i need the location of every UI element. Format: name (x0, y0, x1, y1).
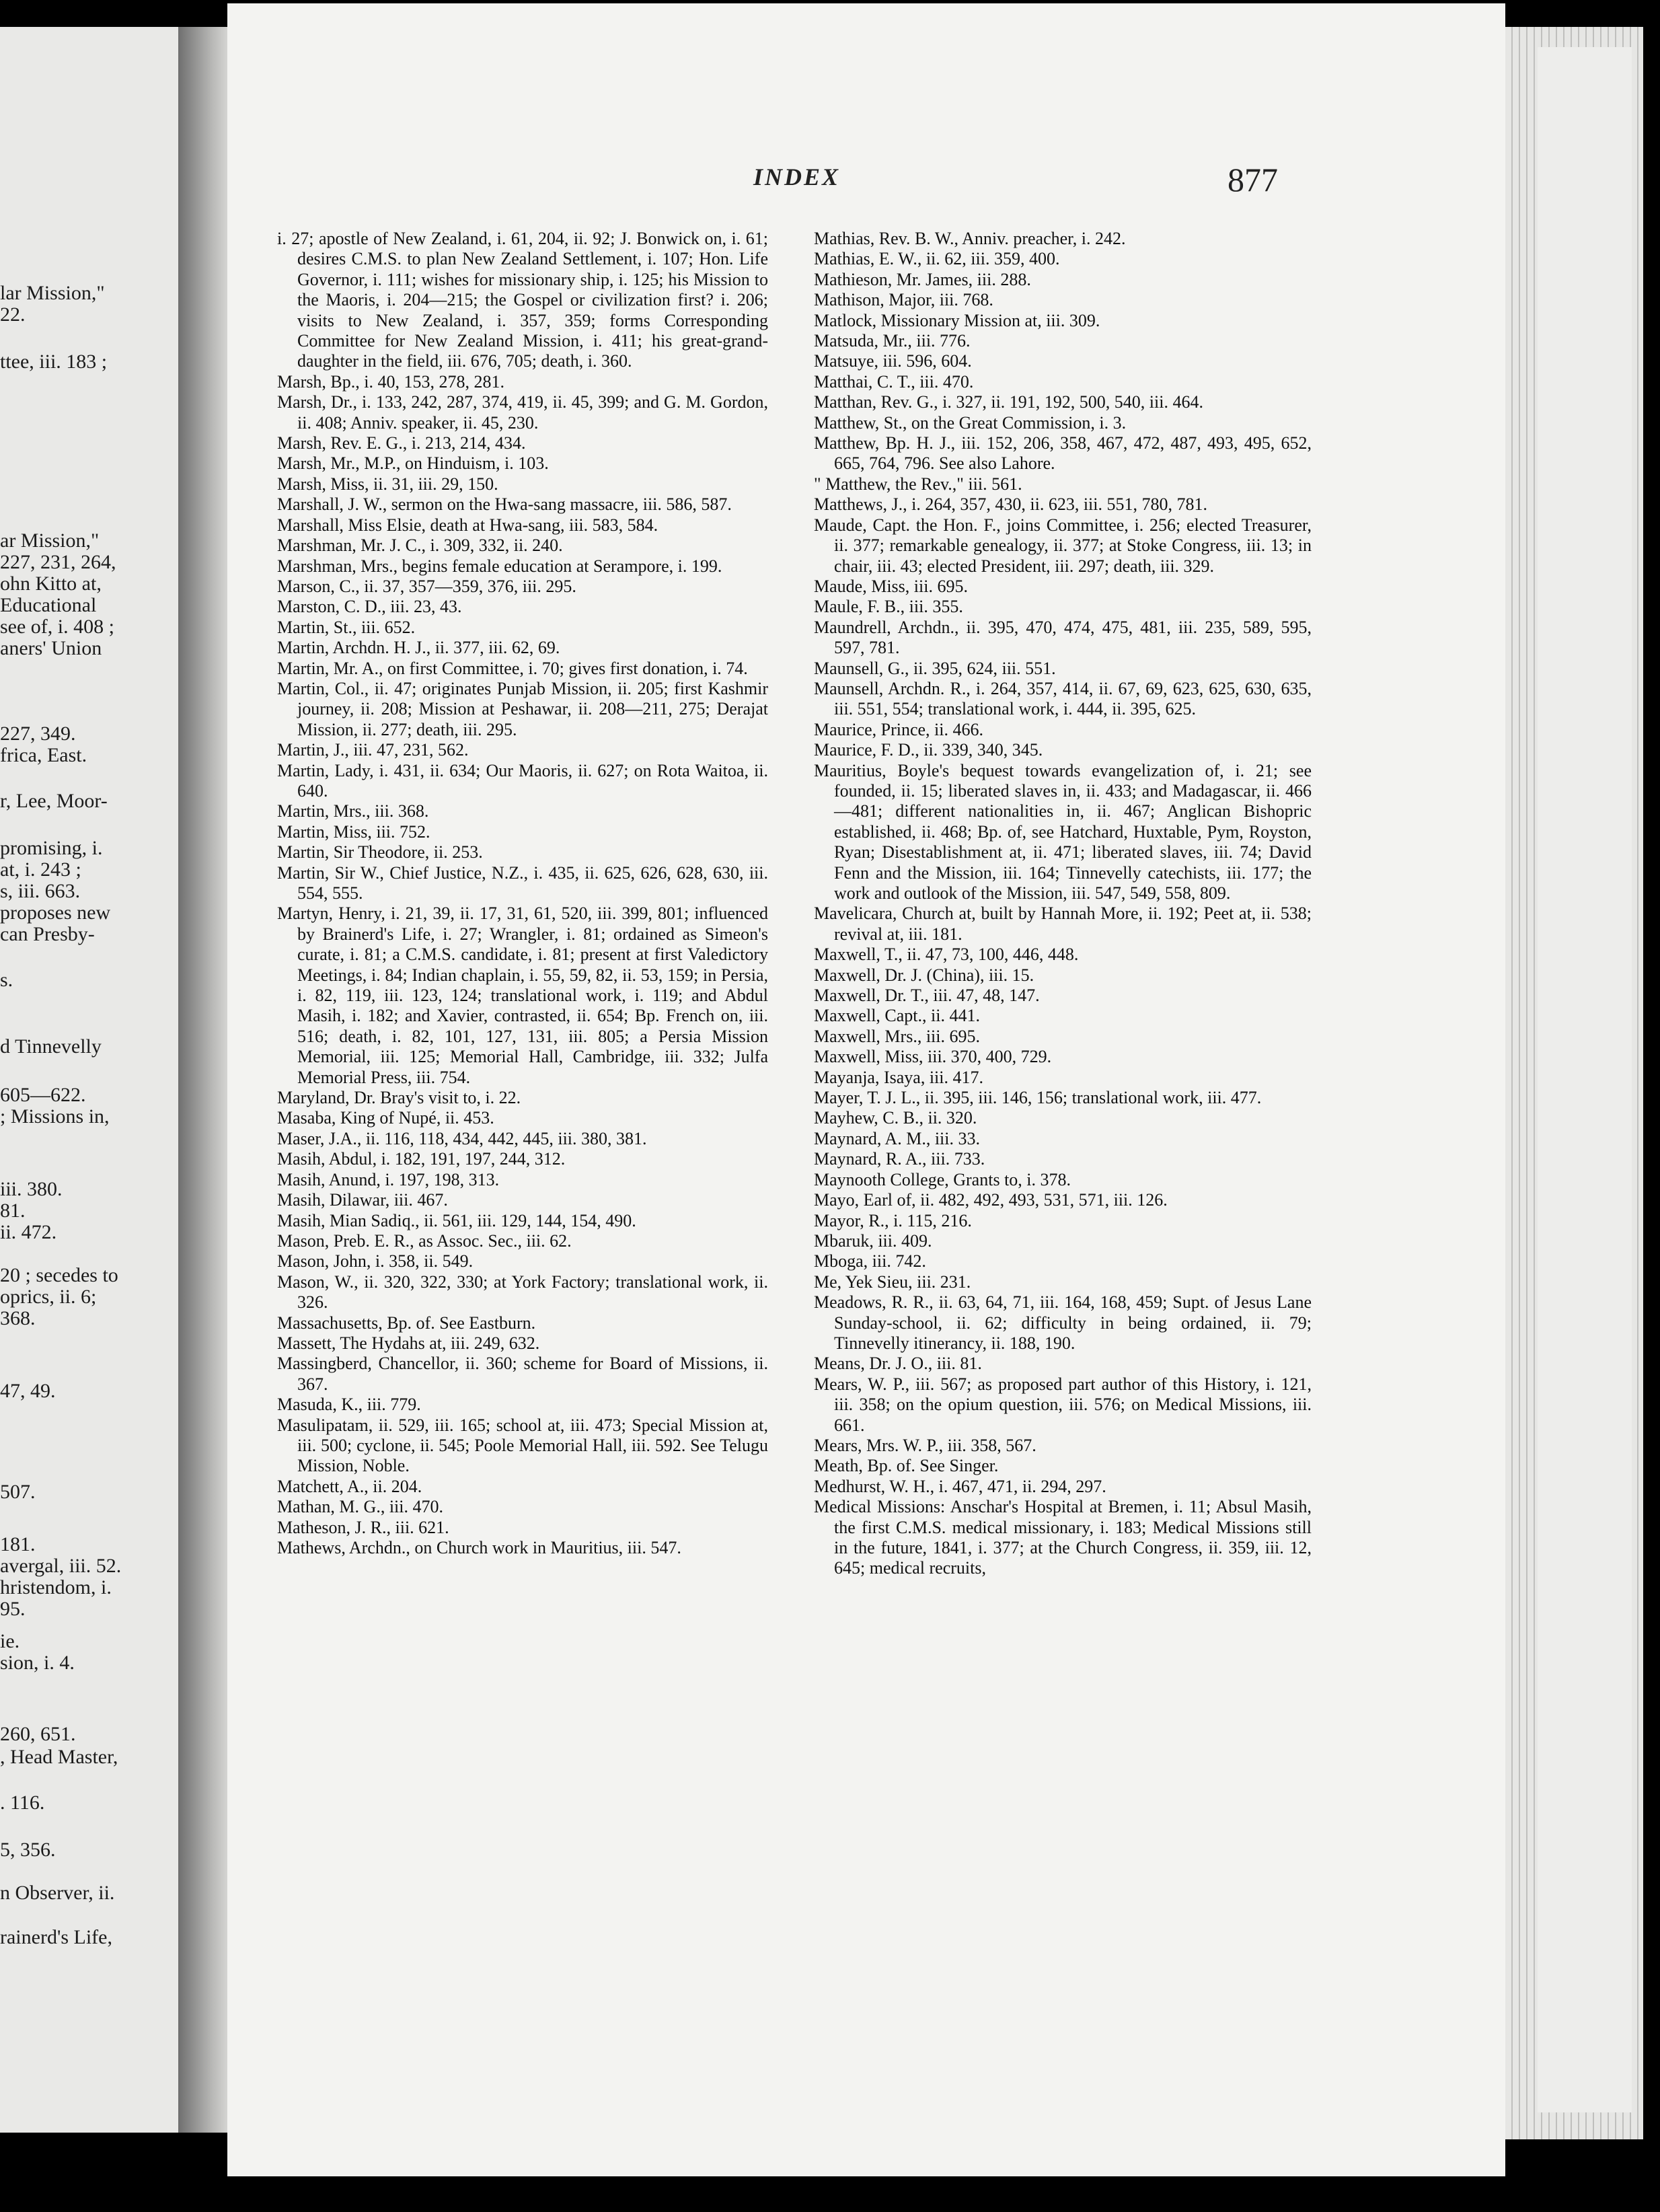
facing-page-fragment: ar Mission," (0, 529, 100, 552)
index-entry: Marsh, Rev. E. G., i. 213, 214, 434. (277, 433, 526, 453)
index-entry: Marshman, Mrs., begins female education at Serampore, i. 199. (277, 556, 722, 576)
index-entry: Mathias, Rev. B. W., Anniv. preacher, i. 242. (814, 229, 1126, 248)
index-entry: Medhurst, W. H., i. 467, 471, ii. 294, 297. (814, 1476, 1106, 1496)
index-entry: Martin, Mr. A., on first Committee, i. 70; gives first donation, i. 74. (277, 658, 748, 678)
facing-page-fragment: hristendom, i. (0, 1576, 112, 1598)
index-entry: Maxwell, Dr. J. (China), iii. 15. (814, 965, 1034, 985)
index-entry: Martin, Sir Theodore, ii. 253. (277, 842, 483, 862)
facing-page-fragment: ; Missions in, (0, 1105, 110, 1128)
index-entry: Mayhew, C. B., ii. 320. (814, 1108, 977, 1128)
index-entry: Martin, Lady, i. 431, ii. 634; Our Maoris, ii. 627; on Rota Waitoa, ii. 640. (277, 760, 768, 801)
index-entry: Marsh, Miss, ii. 31, iii. 29, 150. (277, 474, 498, 494)
index-entry: Maundrell, Archdn., ii. 395, 470, 474, 475, 481, iii. 235, 589, 595, 597, 781. (814, 617, 1312, 658)
facing-page-fragment: see of, i. 408 ; (0, 616, 114, 638)
index-entry: Me, Yek Sieu, iii. 231. (814, 1271, 971, 1292)
index-entry: Maynooth College, Grants to, i. 378. (814, 1169, 1071, 1189)
index-entry: Marsh, Bp., i. 40, 153, 278, 281. (277, 371, 504, 392)
facing-page-fragment: 507. (0, 1481, 36, 1503)
facing-page-fragment: sion, i. 4. (0, 1652, 75, 1674)
facing-page-fragment: 227, 349. (0, 723, 76, 745)
index-entry: Mason, W., ii. 320, 322, 330; at York Factory; translational work, ii. 326. (277, 1271, 768, 1313)
index-entry: Matthan, Rev. G., i. 327, ii. 191, 192, 500, 540, iii. 464. (814, 392, 1203, 412)
facing-page-fragment: ie. (0, 1630, 20, 1652)
index-entry: Mayer, T. J. L., ii. 395, iii. 146, 156; translational work, iii. 477. (814, 1088, 1262, 1108)
facing-page-fragment: s. (0, 969, 13, 991)
facing-page-fragment: promising, i. (0, 837, 103, 859)
index-entry: Meath, Bp. of. See Singer. (814, 1456, 999, 1476)
facing-page-fragment: r, Lee, Moor- (0, 790, 108, 812)
facing-page-fragment: n Observer, ii. (0, 1882, 115, 1904)
index-entry: Martin, Mrs., iii. 368. (277, 801, 429, 821)
index-entry: Mbaruk, iii. 409. (814, 1230, 932, 1251)
index-entry: i. 27; apostle of New Zealand, i. 61, 204, ii. 92; J. Bonwick on, i. 61; desires C.M.S. to plan New Zealand Settlement, i. 107; Hon. Life Governor, i. 111; wishes for missionary ship, i. 125; his Mission to the Maoris, i. 204—215; the Gospel or civilization first? i. 206; visits to New Zealand, i. 357, 359; forms Corresponding Committee for New Zealand Mission, i. 411; his great-grand-daughter in the field, iii. 676, 705; death, i. 360. (277, 229, 768, 371)
index-entry: Mayanja, Isaya, iii. 417. (814, 1067, 983, 1087)
index-entry: Maurice, Prince, ii. 466. (814, 719, 983, 739)
index-entry: Matthews, J., i. 264, 357, 430, ii. 623, iii. 551, 780, 781. (814, 494, 1207, 515)
index-entry: Masih, Dilawar, iii. 467. (277, 1190, 448, 1210)
page-edge-inner (1538, 47, 1632, 2112)
facing-page-fragment: 260, 651. (0, 1723, 76, 1745)
facing-page-fragment: ii. 472. (0, 1221, 57, 1243)
facing-page-fragment: 20 ; secedes to (0, 1264, 118, 1286)
index-entry: Mears, W. P., iii. 567; as proposed part author of this History, i. 121, iii. 358; on the opium question, iii. 576; on Medical Missions, iii. 661. (814, 1374, 1312, 1435)
index-entry: Maunsell, Archdn. R., i. 264, 357, 414, ii. 67, 69, 623, 625, 630, 635, iii. 551, 554; translational work, i. 444, ii. 395, 625. (814, 678, 1312, 719)
index-entry: Matlock, Missionary Mission at, iii. 309. (814, 310, 1100, 330)
facing-page-fragment: 81. (0, 1200, 26, 1222)
index-entry: Massingberd, Chancellor, ii. 360; scheme for Board of Missions, ii. 367. (277, 1354, 768, 1394)
facing-page-fragment: frica, East. (0, 744, 87, 766)
index-entry: Matthew, Bp. H. J., iii. 152, 206, 358, 467, 472, 487, 493, 495, 652, 665, 764, 796. See also Lahore. (814, 433, 1312, 474)
index-entry: Maxwell, Capt., ii. 441. (814, 1006, 980, 1026)
index-entry: Marsh, Dr., i. 133, 242, 287, 374, 419, ii. 45, 399; and G. M. Gordon, ii. 408; Anniv. speaker, ii. 45, 230. (277, 392, 768, 433)
index-entry: Mathan, M. G., iii. 470. (277, 1497, 443, 1517)
facing-page-fragment: lar Mission," (0, 282, 105, 304)
index-entry: Masih, Anund, i. 197, 198, 313. (277, 1169, 500, 1189)
index-entry: Medical Missions: Anschar's Hospital at Bremen, i. 11; Absul Masih, the first C.M.S. medical missionary, i. 183; Medical Missions still in the future, 1841, i. 377; at the Church Congress, ii. 359, iii. 12, 645; medical recruits, (814, 1497, 1312, 1578)
index-entry: Matheson, J. R., iii. 621. (277, 1517, 449, 1537)
index-entry: Mathias, E. W., ii. 62, iii. 359, 400. (814, 249, 1060, 269)
index-entry: Marsh, Mr., M.P., on Hinduism, i. 103. (277, 453, 549, 474)
facing-page-fragment: rainerd's Life, (0, 1926, 112, 1948)
index-entry: Maynard, R. A., iii. 733. (814, 1149, 985, 1169)
index-entry: Masaba, King of Nupé, ii. 453. (277, 1108, 494, 1128)
index-entry: Maude, Miss, iii. 695. (814, 576, 968, 596)
facing-page-fragment: 22. (0, 303, 26, 326)
page-number: 877 (1228, 161, 1278, 198)
facing-page-fragment: can Presby- (0, 923, 95, 945)
index-entry: Mathison, Major, iii. 768. (814, 290, 993, 310)
index-entry: Maser, J.A., ii. 116, 118, 434, 442, 445, iii. 380, 381. (277, 1128, 647, 1148)
index-entry: Mears, Mrs. W. P., iii. 358, 567. (814, 1435, 1036, 1455)
index-entry: Matthew, St., on the Great Commission, i. 3. (814, 412, 1127, 433)
index-entry: Mason, Preb. E. R., as Assoc. Sec., iii. 62. (277, 1230, 572, 1251)
index-entry: Marshman, Mr. J. C., i. 309, 332, ii. 240. (277, 536, 563, 556)
facing-page-fragment: 227, 231, 264, (0, 551, 116, 573)
index-column-one (277, 229, 768, 1558)
index-entry: Martin, J., iii. 47, 231, 562. (277, 740, 469, 760)
facing-page-fragment: avergal, iii. 52. (0, 1555, 122, 1577)
index-entry: Martin, Archdn. H. J., ii. 377, iii. 62, 69. (277, 638, 560, 658)
index-entry: Matsuda, Mr., iii. 776. (814, 331, 971, 351)
facing-page-fragment: aners' Union (0, 637, 102, 659)
index-entry: Maxwell, T., ii. 47, 73, 100, 446, 448. (814, 945, 1079, 965)
index-entry: Massett, The Hydahs at, iii. 249, 632. (277, 1333, 540, 1353)
facing-page-fragment: at, i. 243 ; (0, 858, 81, 881)
index-entry: Maule, F. B., iii. 355. (814, 597, 963, 617)
index-column-two (814, 229, 1312, 1579)
index-entry: Maunsell, G., ii. 395, 624, iii. 551. (814, 658, 1056, 678)
index-entry: Masih, Mian Sadiq., ii. 561, iii. 129, 144, 154, 490. (277, 1210, 636, 1230)
facing-page-fragment: Educational (0, 594, 97, 616)
index-entry: Matsuye, iii. 596, 604. (814, 351, 972, 371)
index-entry: Martin, St., iii. 652. (277, 617, 416, 637)
index-entry: Maxwell, Miss, iii. 370, 400, 729. (814, 1047, 1052, 1067)
facing-page-fragment: 181. (0, 1533, 36, 1555)
index-entry: Martin, Col., ii. 47; originates Punjab Mission, ii. 205; first Kashmir journey, ii. 208; Mission at Peshawar, ii. 208—211, 275; Derajat Mission, ii. 277; death, iii. 295. (277, 678, 768, 739)
index-entry: Martin, Sir W., Chief Justice, N.Z., i. 435, ii. 625, 626, 628, 630, iii. 554, 555. (277, 862, 768, 903)
index-entry: Mauritius, Boyle's bequest towards evangelization of, i. 21; see founded, ii. 15; liberated slaves in, ii. 433; and Madagascar, ii. 466—481; different nationalities in, ii. 467; Anglican Bishopric established, ii. 468; Bp. of, see Hatchard, Huxtable, Pym, Royston, Ryan; Disestablishment at, ii. 471; liberated slaves, iii. 74; David Fenn and the Mission, iii. 164; Tinnevelly catechists, iii. 177; the work and outlook of the Mission, iii. 547, 549, 558, 809. (814, 760, 1312, 903)
facing-page-fragment: 95. (0, 1598, 26, 1620)
index-entry: Marson, C., ii. 37, 357—359, 376, iii. 295. (277, 576, 576, 596)
index-entry: Maurice, F. D., ii. 339, 340, 345. (814, 740, 1043, 760)
index-entry: Marshall, Miss Elsie, death at Hwa-sang, iii. 583, 584. (277, 515, 658, 535)
facing-page-fragment: d Tinnevelly (0, 1035, 102, 1058)
index-entry: Mason, John, i. 358, ii. 549. (277, 1251, 474, 1271)
facing-page-fragment: 368. (0, 1307, 36, 1329)
facing-page-fragment: , Head Master, (0, 1746, 118, 1768)
facing-page-fragment: ttee, iii. 183 ; (0, 351, 108, 373)
index-entry: " Matthew, the Rev.," iii. 561. (814, 474, 1022, 494)
facing-page-fragment: proposes new (0, 901, 111, 924)
index-entry: Mathieson, Mr. James, iii. 288. (814, 269, 1031, 289)
facing-page-fragment: iii. 380. (0, 1178, 63, 1200)
facing-page-fragment: 5, 356. (0, 1839, 56, 1861)
index-entry: Masulipatam, ii. 529, iii. 165; school at, iii. 473; Special Mission at, iii. 500; cyclone, ii. 545; Poole Memorial Hall, iii. 592. See Telugu Mission, Noble. (277, 1415, 768, 1476)
facing-page-fragment: oprics, ii. 6; (0, 1286, 97, 1308)
index-entry: Martyn, Henry, i. 21, 39, ii. 17, 31, 61, 520, iii. 399, 801; influenced by Brainerd's Life, i. 27; Wrangler, i. 81; ordained as Simeon's curate, i. 81; a C.M.S. candidate, i. 81; present at first Valedictory Meetings, i. 84; Indian chaplain, i. 55, 59, 82, ii. 53, 159; in Persia, i. 82, 119, iii. 123, 124; translational work, i. 119; and Abdul Masih, i. 182; and Xavier, contrasted, ii. 654; Bp. French on, iii. 516; death, i. 82, 101, 127, 131, iii. 805; a Persia Mission Memorial, iii. 125; Memorial Hall, Cambridge, iii. 332; Julfa Memorial Press, iii. 754. (277, 904, 768, 1087)
index-entry: Massachusetts, Bp. of. See Eastburn. (277, 1313, 536, 1333)
index-entry: Maxwell, Mrs., iii. 695. (814, 1026, 980, 1046)
index-entry: Meadows, R. R., ii. 63, 64, 71, iii. 164, 168, 459; Supt. of Jesus Lane Sunday-school, ii. 62; difficulty in being ordained, ii. 79; Tinnevelly itinerancy, ii. 188, 190. (814, 1292, 1312, 1353)
index-entry: Mayo, Earl of, ii. 482, 492, 493, 531, 571, iii. 126. (814, 1190, 1168, 1210)
facing-page-fragment: . 116. (0, 1792, 45, 1814)
running-head-title: INDEX (753, 163, 841, 190)
index-entry: Maryland, Dr. Bray's visit to, i. 22. (277, 1088, 521, 1108)
index-entry: Maude, Capt. the Hon. F., joins Committee, i. 256; elected Treasurer, ii. 377; remarkable genealogy, ii. 377; at Stoke Congress, iii. 13; in chair, iii. 43; elected President, iii. 297; death, iii. 329. (814, 515, 1312, 576)
index-entry: Masuda, K., iii. 779. (277, 1395, 421, 1415)
facing-page-fragment: ohn Kitto at, (0, 573, 102, 595)
index-entry: Matthai, C. T., iii. 470. (814, 371, 974, 392)
index-entry: Mavelicara, Church at, built by Hannah More, ii. 192; Peet at, ii. 538; revival at, iii. 181. (814, 904, 1312, 944)
facing-page-fragment: 605—622. (0, 1084, 86, 1106)
index-entry: Maxwell, Dr. T., iii. 47, 48, 147. (814, 986, 1040, 1006)
facing-page-fragment: 47, 49. (0, 1380, 56, 1402)
index-entry: Maynard, A. M., iii. 33. (814, 1128, 980, 1148)
index-entry: Mathews, Archdn., on Church work in Mauritius, iii. 547. (277, 1538, 681, 1557)
index-entry: Mboga, iii. 742. (814, 1251, 926, 1271)
index-entry: Mayor, R., i. 115, 216. (814, 1210, 972, 1230)
index-entry: Masih, Abdul, i. 182, 191, 197, 244, 312. (277, 1149, 566, 1169)
index-entry: Martin, Miss, iii. 752. (277, 821, 430, 842)
index-entry: Marston, C. D., iii. 23, 43. (277, 597, 462, 617)
index-entry: Means, Dr. J. O., iii. 81. (814, 1354, 982, 1374)
index-entry: Marshall, J. W., sermon on the Hwa-sang massacre, iii. 586, 587. (277, 494, 732, 515)
index-entry: Matchett, A., ii. 204. (277, 1476, 422, 1496)
facing-page-fragment: s, iii. 663. (0, 880, 81, 902)
